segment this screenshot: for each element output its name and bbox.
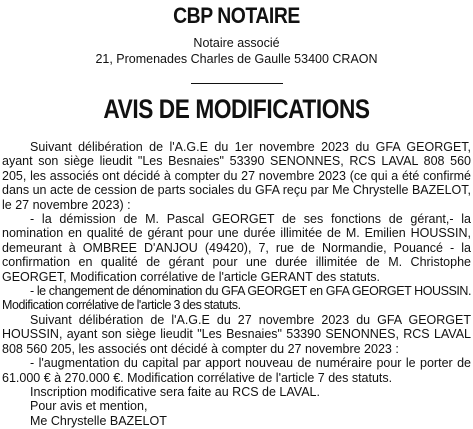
notary-role: Notaire associé bbox=[193, 36, 280, 50]
notice-heading: AVIS DE MODIFICATIONS bbox=[103, 94, 370, 124]
notary-address: 21, Promenades Charles de Gaulle 53400 CRAON bbox=[95, 52, 378, 66]
paragraph-capital-increase: - l'augmentation du capital par apport nouveau de numéraire pour le porter de 61.000 € à 270.000 €. Modification corrélative de l'article 7 des statuts. bbox=[2, 356, 471, 385]
paragraph-closing: Pour avis et mention, bbox=[30, 399, 148, 414]
paragraph-name-change: - le changement de dénomination du GFA GEORGET en GFA GEORGET HOUSSIN. Modification corrélative de l'article 3 des statuts. bbox=[2, 284, 471, 313]
signature-name: Me Chrystelle BAZELOT bbox=[30, 413, 167, 428]
separator-rule bbox=[191, 83, 283, 84]
paragraph-deliberation-2: Suivant délibération de l'A.G.E du 27 novembre 2023 du GFA GEORGET HOUSSIN, ayant son siège lieudit "Les Besnaies" 53390 SENONNES, RCS LAVAL 808 560 205, les associés ont décidé à compter du 27 novembre 2023 : bbox=[2, 312, 471, 356]
paragraph-deliberation-1: Suivant délibération de l'A.G.E du 1er novembre 2023 du GFA GEORGET, ayant son siège lieudit "Les Besnaies" 53390 SENONNES, RCS LAVAL 808 560 205, les associés ont décidé à compter du 27 novembre 2023 (ce qui a été confirmé dans un acte de cession de parts sociales du GFA reçu par Me Chrystelle BAZELOT, le 27 novembre 2023) : bbox=[2, 140, 471, 212]
notice-body bbox=[2, 140, 471, 428]
notary-office-title: CBP NOTAIRE bbox=[173, 3, 300, 28]
paragraph-registration: Inscription modificative sera faite au RCS de LAVAL. bbox=[30, 384, 320, 399]
paragraph-manager-changes: - la démission de M. Pascal GEORGET de ses fonctions de gérant,- la nomination en qualité de gérant pour une durée illimitée de M. Emilien HOUSSIN, demeurant à OMBREE D'ANJOU (49420), 7, rue de Normandie, Pouancé - la confirmation en qualité de gérant pour une durée illimitée de M. Christophe GEORGET, Modification corrélative de l'article GERANT des statuts. bbox=[2, 212, 471, 284]
